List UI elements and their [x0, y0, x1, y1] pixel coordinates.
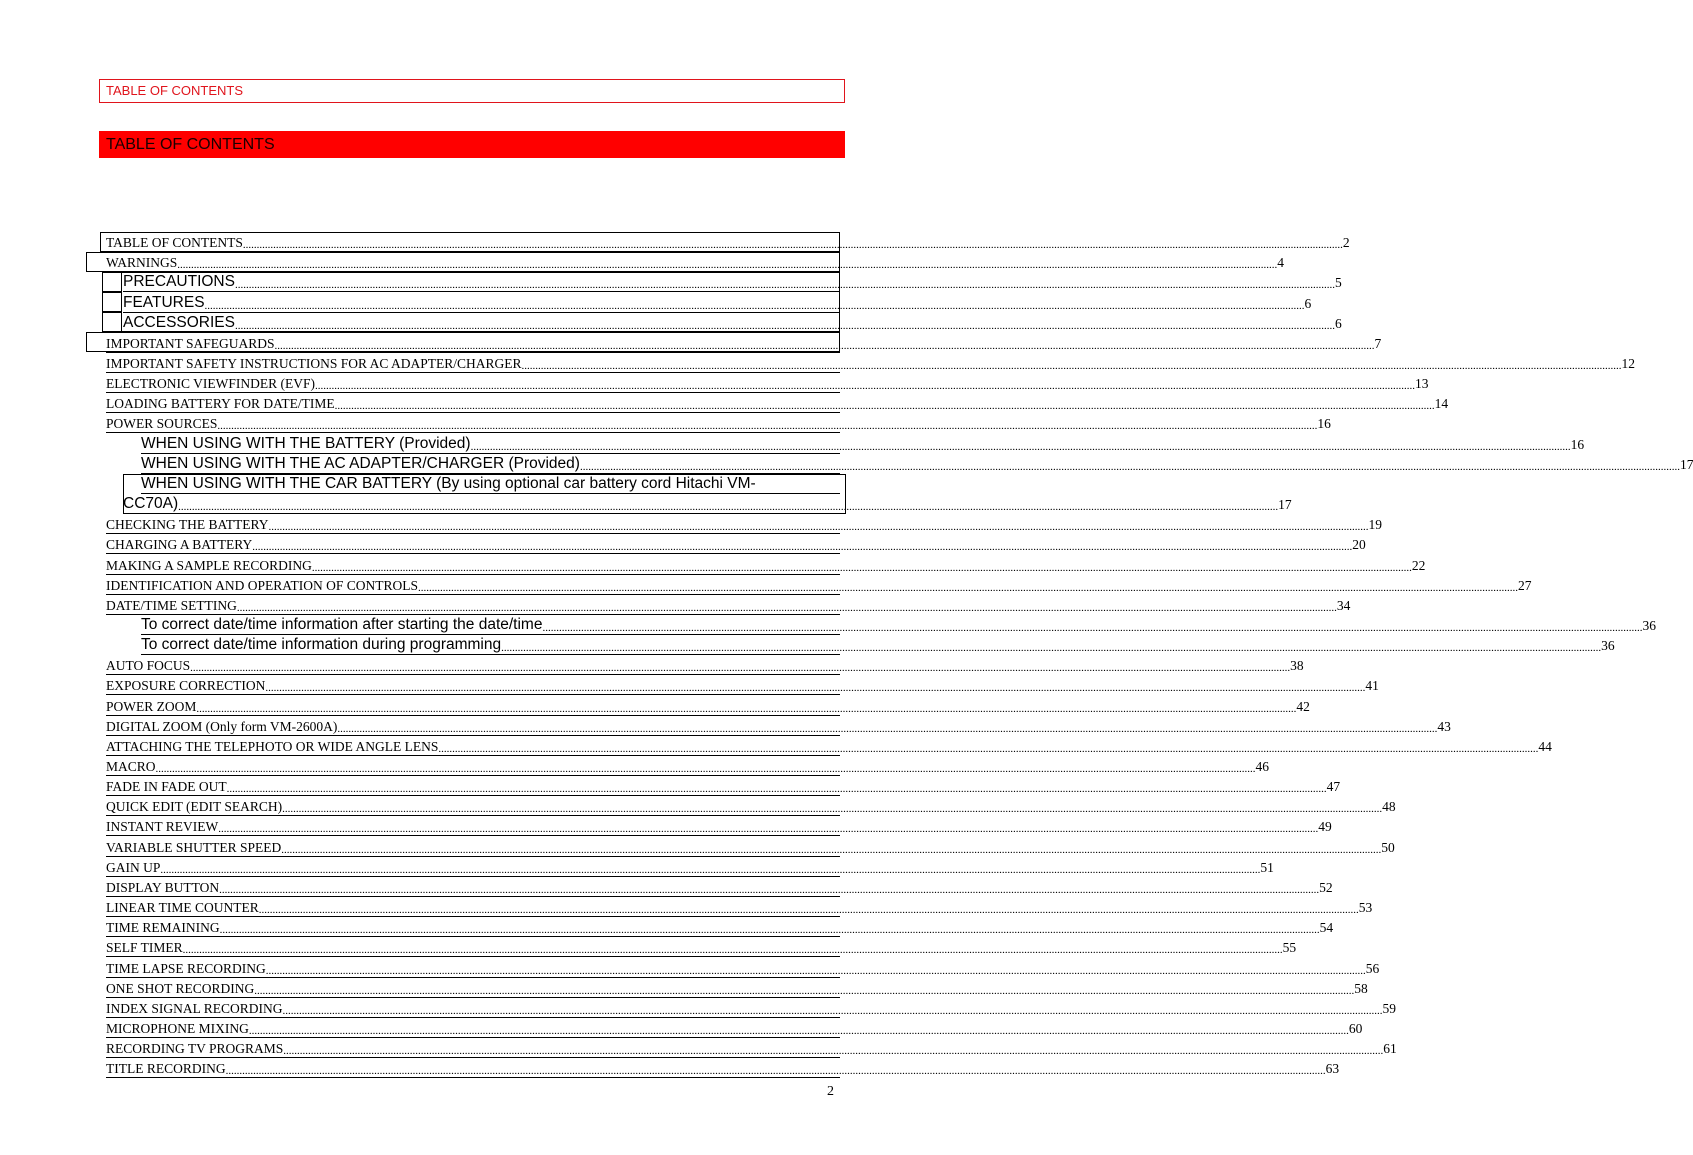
- toc-entry[interactable]: [106, 1058, 1340, 1078]
- toc-entry-page: 44: [1538, 738, 1552, 754]
- toc-entry-title: TITLE RECORDING: [106, 1061, 226, 1077]
- toc-entry-title: IMPORTANT SAFEGUARDS: [106, 335, 275, 351]
- toc-entry-page: 19: [1368, 517, 1383, 533]
- toc-entry-title: GAIN UP: [106, 859, 161, 875]
- toc-entry-title: AUTO FOCUS: [106, 658, 191, 674]
- toc-entry[interactable]: [106, 1018, 1363, 1038]
- toc-entry[interactable]: [141, 454, 1693, 474]
- dot-leader: ................................................................................................................................................................................................................................................................................................................................................................................................................: [234, 319, 1335, 332]
- dot-leader: ................................................................................................................................................................................................................................................................................................................................................................................................................: [236, 601, 1337, 614]
- dot-leader: ................................................................................................................................................................................................................................................................................................................................................................................................................: [542, 621, 1643, 634]
- toc-entry-page: 4: [1277, 255, 1285, 271]
- toc-entry[interactable]: [141, 635, 1615, 655]
- toc-entry[interactable]: [106, 957, 1380, 977]
- toc-entry-page: 13: [1414, 376, 1429, 392]
- toc-entry-page: 16: [1570, 436, 1585, 452]
- toc-entry-page: 43: [1437, 718, 1451, 734]
- dot-leader: ................................................................................................................................................................................................................................................................................................................................................................................................................: [337, 722, 1438, 735]
- toc-entry-title: INSTANT REVIEW: [106, 819, 219, 835]
- toc-entry-title: DATE/TIME SETTING: [106, 597, 237, 613]
- toc-entry[interactable]: [106, 413, 1331, 433]
- toc-entry-title: LINEAR TIME COUNTER: [106, 900, 259, 916]
- dot-leader: ................................................................................................................................................................................................................................................................................................................................................................................................................: [258, 904, 1359, 917]
- toc-entry-title: POWER SOURCES: [106, 416, 218, 432]
- dot-leader: ................................................................................................................................................................................................................................................................................................................................................................................................................: [501, 642, 1602, 655]
- toc-entry[interactable]: [106, 937, 1297, 957]
- toc-entry-page: 46: [1255, 759, 1270, 775]
- dot-leader: ................................................................................................................................................................................................................................................................................................................................................................................................................: [334, 400, 1435, 413]
- dot-leader: ................................................................................................................................................................................................................................................................................................................................................................................................................: [219, 924, 1320, 937]
- toc-entry[interactable]: [123, 292, 1312, 312]
- toc-entry[interactable]: [106, 776, 1341, 796]
- page-number: 2: [827, 1084, 834, 1099]
- dot-leader: ................................................................................................................................................................................................................................................................................................................................................................................................................: [226, 783, 1327, 796]
- toc-entry[interactable]: [141, 615, 1656, 635]
- dot-leader: ................................................................................................................................................................................................................................................................................................................................................................................................................: [254, 984, 1355, 997]
- toc-entry[interactable]: [106, 736, 1552, 756]
- toc-entry-page: 34: [1336, 597, 1351, 613]
- dot-leader: ................................................................................................................................................................................................................................................................................................................................................................................................................: [155, 763, 1256, 776]
- dot-leader: ................................................................................................................................................................................................................................................................................................................................................................................................................: [248, 1024, 1349, 1037]
- dot-leader: ................................................................................................................................................................................................................................................................................................................................................................................................................: [314, 380, 1415, 393]
- dot-leader: ................................................................................................................................................................................................................................................................................................................................................................................................................: [196, 702, 1297, 715]
- toc-entry-title: WARNINGS: [106, 255, 178, 271]
- toc-entry-page: 51: [1260, 859, 1274, 875]
- entry-frame: [102, 292, 122, 312]
- dot-leader: ................................................................................................................................................................................................................................................................................................................................................................................................................: [190, 662, 1291, 675]
- dot-leader: ................................................................................................................................................................................................................................................................................................................................................................................................................: [218, 823, 1319, 836]
- toc-entry-title: MACRO: [106, 759, 156, 775]
- dot-leader: ................................................................................................................................................................................................................................................................................................................................................................................................................: [234, 279, 1335, 292]
- toc-entry-title: WHEN USING WITH THE CAR BATTERY (By using optional car battery cord Hitachi VM-: [141, 474, 756, 492]
- toc-entry[interactable]: [106, 695, 1310, 715]
- toc-entry-page: 47: [1326, 779, 1341, 795]
- toc-entry-title: MAKING A SAMPLE RECORDING: [106, 557, 312, 573]
- toc-entry-title: IDENTIFICATION AND OPERATION OF CONTROLS: [106, 577, 419, 593]
- entry-frame: [102, 312, 122, 332]
- toc-entry[interactable]: [106, 1038, 1397, 1058]
- toc-entry[interactable]: [106, 716, 1451, 736]
- entry-frame: [102, 272, 122, 292]
- toc-entry-title-continued: CC70A): [123, 495, 179, 513]
- toc-entry-page: 36: [1601, 638, 1615, 654]
- toc-entry[interactable]: [106, 917, 1334, 937]
- toc-entry[interactable]: [106, 837, 1395, 857]
- dot-leader: ................................................................................................................................................................................................................................................................................................................................................................................................................: [282, 803, 1383, 816]
- toc-entry-title: FADE IN FADE OUT: [106, 779, 227, 795]
- toc-entry[interactable]: [106, 534, 1366, 554]
- toc-entry-page: 12: [1621, 356, 1636, 372]
- toc-entry-title: FEATURES: [123, 293, 205, 311]
- toc-entry-page: 17: [1278, 497, 1292, 513]
- toc-entry-title: DISPLAY BUTTON: [106, 879, 220, 895]
- toc-entry-page: 49: [1318, 819, 1332, 835]
- toc-entry[interactable]: [106, 232, 1350, 252]
- toc-entry-page: 58: [1354, 980, 1368, 996]
- toc-entry[interactable]: [106, 998, 1396, 1018]
- toc-entry[interactable]: [106, 857, 1274, 877]
- toc-entry-title: PRECAUTIONS: [123, 273, 235, 291]
- dot-leader: ................................................................................................................................................................................................................................................................................................................................................................................................................: [225, 1065, 1326, 1078]
- toc-entry[interactable]: [106, 655, 1304, 675]
- toc-entry-title: POWER ZOOM: [106, 698, 197, 714]
- toc-entry-title: ACCESSORIES: [123, 313, 235, 331]
- toc-entry-title: SELF TIMER: [106, 940, 183, 956]
- toc-entry[interactable]: [106, 252, 1285, 272]
- dot-leader: ................................................................................................................................................................................................................................................................................................................................................................................................................: [160, 863, 1261, 876]
- dot-leader: ................................................................................................................................................................................................................................................................................................................................................................................................................: [217, 420, 1318, 433]
- toc-entry-page: 27: [1518, 577, 1532, 593]
- toc-entry-title: DIGITAL ZOOM (Only form VM-2600A): [106, 718, 338, 734]
- toc-entry-page: 6: [1334, 315, 1342, 331]
- toc-entry[interactable]: [106, 978, 1368, 998]
- dot-leader: ................................................................................................................................................................................................................................................................................................................................................................................................................: [204, 299, 1305, 312]
- toc-entry[interactable]: [123, 272, 1342, 292]
- dot-leader: ................................................................................................................................................................................................................................................................................................................................................................................................................: [177, 259, 1278, 272]
- toc-entry-page: 60: [1348, 1020, 1363, 1036]
- toc-entry-title: INDEX SIGNAL RECORDING: [106, 1000, 283, 1016]
- toc-entry[interactable]: [106, 595, 1351, 615]
- toc-entry-page: 17: [1679, 456, 1693, 472]
- dot-leader: ................................................................................................................................................................................................................................................................................................................................................................................................................: [242, 239, 1343, 252]
- toc-entry[interactable]: [106, 877, 1333, 897]
- toc-entry-page: 14: [1434, 396, 1449, 412]
- toc-entry-page: 59: [1382, 1000, 1396, 1016]
- toc-entry[interactable]: [141, 434, 1585, 454]
- dot-leader: ................................................................................................................................................................................................................................................................................................................................................................................................................: [281, 843, 1382, 856]
- toc-entry[interactable]: [106, 514, 1383, 534]
- toc-entry-title: ATTACHING THE TELEPHOTO OR WIDE ANGLE LENS: [106, 738, 439, 754]
- dot-leader: ................................................................................................................................................................................................................................................................................................................................................................................................................: [282, 1004, 1383, 1017]
- dot-leader: ................................................................................................................................................................................................................................................................................................................................................................................................................: [283, 1045, 1384, 1058]
- toc-entry-page: 63: [1325, 1061, 1340, 1077]
- toc-entry-title: CHECKING THE BATTERY: [106, 517, 269, 533]
- toc-entry[interactable]: [106, 756, 1270, 776]
- toc-entry-page: 6: [1304, 295, 1312, 311]
- dot-leader: ................................................................................................................................................................................................................................................................................................................................................................................................................: [438, 742, 1539, 755]
- header-bar-title: TABLE OF CONTENTS: [106, 136, 275, 153]
- dot-leader: ................................................................................................................................................................................................................................................................................................................................................................................................................: [579, 460, 1680, 473]
- toc-entry[interactable]: [106, 393, 1449, 413]
- toc-entry-title: TABLE OF CONTENTS: [106, 235, 243, 251]
- toc-entry-title: EXPOSURE CORRECTION: [106, 678, 266, 694]
- toc-entry-title: ONE SHOT RECORDING: [106, 980, 255, 996]
- toc-entry-page: 48: [1382, 799, 1396, 815]
- toc-entry-title: WHEN USING WITH THE BATTERY (Provided): [141, 434, 471, 452]
- toc-entry-page: 38: [1290, 658, 1304, 674]
- dot-leader: ................................................................................................................................................................................................................................................................................................................................................................................................................: [252, 541, 1353, 554]
- toc-entry[interactable]: [106, 796, 1396, 816]
- toc-entry-title: MICROPHONE MIXING: [106, 1020, 249, 1036]
- toc-entry-title: IMPORTANT SAFETY INSTRUCTIONS FOR AC ADAPTER/CHARGER: [106, 356, 522, 372]
- toc-entry-page: 56: [1365, 960, 1380, 976]
- dot-leader: ................................................................................................................................................................................................................................................................................................................................................................................................................: [182, 944, 1283, 957]
- toc-entry[interactable]: [106, 575, 1532, 595]
- toc-entry[interactable]: [106, 373, 1429, 393]
- toc-entry-title: To correct date/time information after starting the date/time: [141, 615, 543, 633]
- toc-entry[interactable]: [106, 333, 1382, 353]
- toc-entry-page: 42: [1296, 698, 1310, 714]
- toc-entry-title: TIME LAPSE RECORDING: [106, 960, 266, 976]
- toc-entry-title: WHEN USING WITH THE AC ADAPTER/CHARGER (Provided): [141, 454, 580, 472]
- toc-entry-title: RECORDING TV PROGRAMS: [106, 1041, 284, 1057]
- toc-entry-page: 41: [1365, 678, 1379, 694]
- toc-entry[interactable]: [106, 353, 1636, 373]
- toc-entry-title: QUICK EDIT (EDIT SEARCH): [106, 799, 283, 815]
- toc-entry-page: 5: [1334, 275, 1342, 291]
- dot-leader: ................................................................................................................................................................................................................................................................................................................................................................................................................: [219, 883, 1320, 896]
- toc-entry-title: VARIABLE SHUTTER SPEED: [106, 839, 282, 855]
- toc-entry-page: 54: [1319, 920, 1334, 936]
- dot-leader: ................................................................................................................................................................................................................................................................................................................................................................................................................: [265, 682, 1366, 695]
- dot-leader: ................................................................................................................................................................................................................................................................................................................................................................................................................: [265, 964, 1366, 977]
- toc-entry-page: 61: [1383, 1041, 1397, 1057]
- header-small-title: TABLE OF CONTENTS: [106, 83, 243, 98]
- toc-entry-page: 36: [1642, 617, 1656, 633]
- toc-entry[interactable]: [106, 897, 1373, 917]
- toc-entry[interactable]: [123, 313, 1342, 333]
- toc-entry-page: 52: [1319, 879, 1333, 895]
- toc-entry-page: 2: [1342, 235, 1350, 251]
- toc-entry-title: LOADING BATTERY FOR DATE/TIME: [106, 396, 335, 412]
- dot-leader: ................................................................................................................................................................................................................................................................................................................................................................................................................: [470, 440, 1571, 453]
- dot-leader: ................................................................................................................................................................................................................................................................................................................................................................................................................: [311, 561, 1412, 574]
- toc-entry-continuation[interactable]: [123, 494, 1292, 514]
- dot-leader: ................................................................................................................................................................................................................................................................................................................................................................................................................: [274, 339, 1375, 352]
- toc-entry-title: CHARGING A BATTERY: [106, 537, 253, 553]
- toc-entry-page: 22: [1411, 557, 1426, 573]
- toc-entry-page: 20: [1352, 537, 1366, 553]
- toc-entry[interactable]: [106, 816, 1332, 836]
- toc-entry-page: 53: [1358, 900, 1373, 916]
- dot-leader: ................................................................................................................................................................................................................................................................................................................................................................................................................: [268, 521, 1369, 534]
- dot-leader: ................................................................................................................................................................................................................................................................................................................................................................................................................: [178, 501, 1279, 514]
- toc-entry-page: 16: [1317, 416, 1331, 432]
- toc-entry-title: ELECTRONIC VIEWFINDER (EVF): [106, 376, 315, 392]
- dot-leader: ................................................................................................................................................................................................................................................................................................................................................................................................................: [418, 581, 1519, 594]
- toc-entry-page: 50: [1381, 839, 1395, 855]
- toc-entry-title: To correct date/time information during programming: [141, 636, 502, 654]
- toc-entry[interactable]: [106, 554, 1426, 574]
- toc-entry-page: 55: [1282, 940, 1297, 956]
- dot-leader: ................................................................................................................................................................................................................................................................................................................................................................................................................: [521, 360, 1622, 373]
- toc-entry-title: TIME REMAINING: [106, 920, 220, 936]
- toc-entry-page: 7: [1374, 335, 1382, 351]
- toc-entry[interactable]: [141, 474, 840, 494]
- toc-entry[interactable]: [106, 675, 1379, 695]
